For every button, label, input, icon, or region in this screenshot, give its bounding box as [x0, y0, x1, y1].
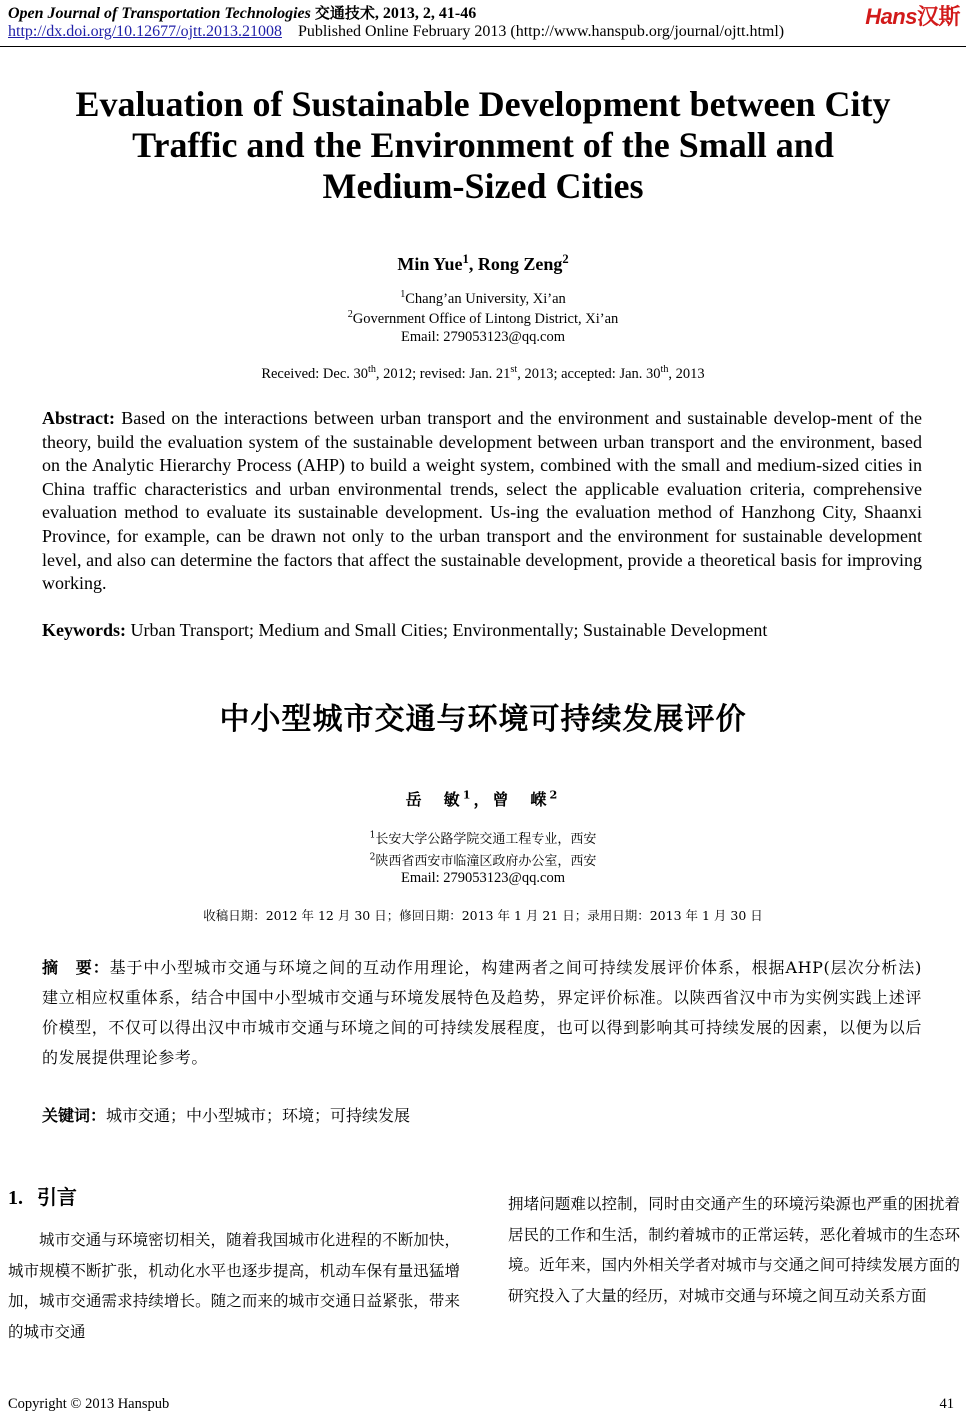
keywords-text-cn: 城市交通；中小型城市；环境；可持续发展 [106, 1106, 411, 1125]
page-number: 41 [939, 1396, 954, 1412]
affiliation-en [0, 290, 966, 309]
title-line: Traffic and the Environment of the Small and [132, 125, 834, 165]
affiliation-text: 陕西省西安市临潼区政府办公室，西安 [375, 854, 597, 869]
affiliation-en [0, 310, 966, 329]
abstract-en [42, 407, 922, 596]
received-sup: th [368, 364, 376, 376]
received-text: Received: Dec. 30 [261, 366, 369, 382]
affiliation-sup: 2 [369, 852, 376, 863]
section-heading [8, 1181, 77, 1210]
abstract-text: Based on the interactions between urban transport and the environment and sustainable develop-ment of the theory, build the evaluation system of the sustainable development between urban transport and the environment, based on the Analytic Hierarchy Process (AHP) to build a weight system, combined with the small and medium-sized cities in China traffic characteristics and urban environmental trends, select the applicable evaluation criteria, comprehensive evaluation method to evaluate its sustainable development. Us-ing the evaluation method of Hanzhong City, Shaanxi Province, for example, can be drawn not only to the urban transport and the environment for sustainable development level, and also can determine the factors that affect the sustainable development, provide a theoretical basis for improving working. [42, 408, 922, 594]
author-sup: 1 [462, 787, 474, 802]
received-dates-cn: 收稿日期：2012 年 12 月 30 日；修回日期：2013 年 1 月 21 日；录用日期：2013 年 1 月 30 日 [203, 908, 763, 923]
email-cn: Email: 279053123@qq.com [401, 870, 565, 886]
affiliation-text: Chang’an University, Xi’an [405, 291, 566, 307]
journal-issue: , 2013, 2, 41-46 [374, 5, 477, 22]
journal-name-cn: 交通技术 [314, 4, 375, 22]
body-column-left: 城市交通与环境密切相关，随着我国城市化进程的不断加快，城市规模不断扩张，机动化水平也逐步提高，机动车保有量迅猛增加，城市交通需求持续增长。随之而来的城市交通日益紧张，带来的城市交通 [8, 1231, 460, 1341]
keywords-text: Urban Transport; Medium and Small Cities; Environmentally; Sustainable Development [130, 620, 768, 640]
received-text: , 2013 [668, 366, 705, 382]
journal-name: Open Journal of Transportation Technologies [8, 5, 311, 22]
author-name-cn: 岳 敏 [405, 790, 463, 809]
received-text: , 2013; accepted: Jan. 30 [517, 366, 661, 382]
affiliation-sup: 2 [347, 309, 353, 321]
keywords-en [42, 620, 922, 641]
authors-en: Min Yue$^1$, Rong Zeng$^2$ [397, 252, 569, 274]
author-separator: ， [473, 790, 493, 809]
affiliation-text: Government Office of Lintong District, Xi’an [352, 311, 619, 327]
affiliation-cn [0, 850, 966, 869]
abstract-label-cn: 摘 要： [42, 958, 110, 977]
author-sup: 1 [462, 252, 469, 266]
paper-title-cn: 中小型城市交通与环境可持续发展评价 [219, 702, 747, 737]
copyright: Copyright © 2013 Hanspub [8, 1396, 170, 1412]
received-text: , 2012; revised: Jan. 21 [375, 366, 511, 382]
journal-header [8, 2, 966, 23]
doi-line [8, 23, 966, 41]
title-line: Evaluation of Sustainable Development between City [75, 84, 891, 124]
keywords-label-cn: 关键词： [42, 1106, 107, 1125]
doi-link[interactable]: http://dx.doi.org/10.12677/ojtt.2013.21008 [8, 23, 282, 40]
affiliation-text: 长安大学公路学院交通工程专业，西安 [375, 832, 597, 847]
abstract-label: Abstract: [42, 408, 115, 428]
published-online: Published Online February 2013 (http://www.hanspub.org/journal/ojtt.html) [297, 23, 785, 40]
email-en: Email: 279053123@qq.com [401, 329, 565, 345]
author-sup: 2 [562, 252, 569, 266]
author-name: Min Yue [397, 254, 463, 274]
affiliation-sup: 1 [369, 830, 376, 841]
authors-cn [0, 787, 966, 810]
keywords-label: Keywords: [42, 620, 126, 640]
section-number: 1. [8, 1187, 23, 1209]
logo-cn: 汉斯 [916, 5, 960, 30]
logo-text: Hans [865, 4, 917, 29]
keywords-cn [42, 1103, 922, 1126]
author-name-cn: 曾 嵘 [492, 790, 550, 809]
abstract-cn [42, 953, 922, 1073]
received-sup: th [660, 364, 669, 376]
received-dates-en [0, 366, 966, 383]
section-title: 引言 [36, 1185, 77, 1209]
header-rule [0, 46, 966, 47]
author-sup: 2 [549, 787, 561, 802]
body-column-right: 拥堵问题难以控制，同时由交通产生的环境污染源也严重的困扰着居民的工作和生活，制约着城市的正常运转，恶化着城市的生态环境。近年来，国内外相关学者对城市与交通之间可持续发展方面的研究投入了大量的经历，对城市交通与环境之间互动关系方面 [508, 1195, 960, 1305]
title-line: Medium-Sized Cities [322, 166, 644, 206]
author-name: Rong Zeng [477, 254, 563, 274]
abstract-text-cn: 基于中小型城市交通与环境之间的互动作用理论，构建两者之间可持续发展评价体系，根据AHP(层次分析法)建立相应权重体系，结合中国中小型城市交通与环境发展特色及趋势，界定评价标准。以陕西省汉中市为实例实践上述评价模型，不仅可以得出汉中市城市交通与环境之间的可持续发展程度，也可以得到影响其可持续发展的因素，以便为以后的发展提供理论参考。 [42, 958, 922, 1067]
paper-title-en [0, 84, 966, 207]
affiliation-cn [0, 828, 966, 847]
affiliation-sup: 1 [400, 289, 406, 301]
received-sup: st [510, 364, 518, 376]
